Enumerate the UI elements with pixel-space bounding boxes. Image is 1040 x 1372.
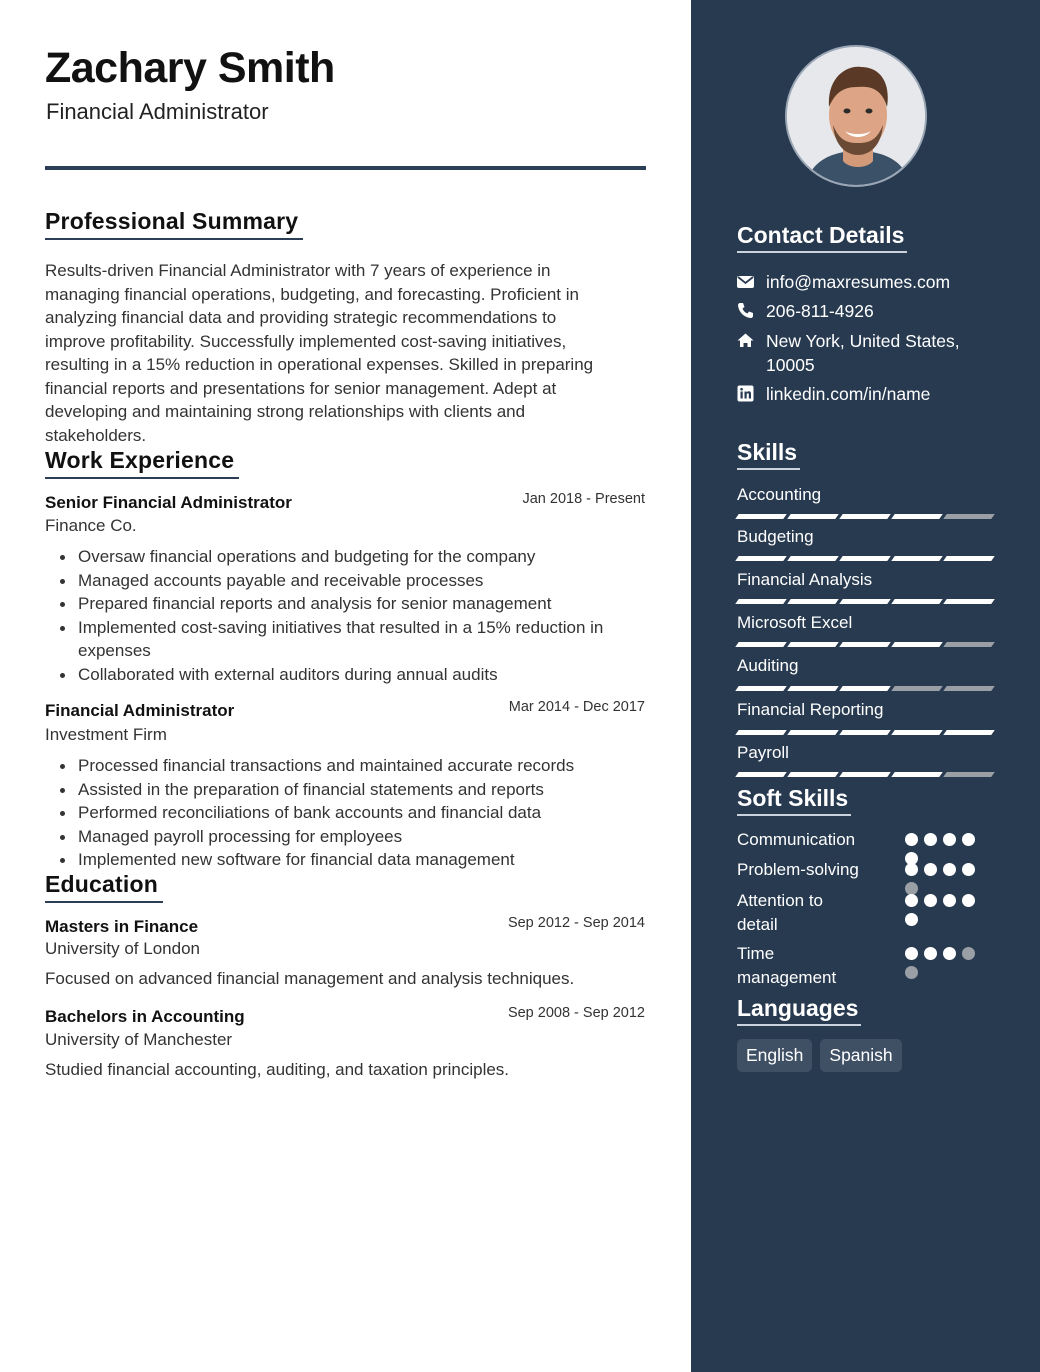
skills-heading: Skills — [737, 439, 800, 470]
skill-level-segment — [839, 642, 891, 647]
skill-level-segment — [943, 599, 995, 604]
address-line-2: 10005 — [766, 355, 815, 375]
skill-name: Financial Analysis — [737, 570, 873, 589]
summary-line: stakeholders. — [45, 425, 147, 445]
skill-level-segment — [943, 730, 995, 735]
list-item: Assisted in the preparation of financial statements and reports — [78, 778, 648, 802]
rating-dot — [924, 863, 937, 876]
rating-dot — [905, 966, 918, 979]
rating-dot — [962, 894, 975, 907]
degree-school: University of Manchester — [45, 1030, 233, 1049]
contact-heading: Contact Details — [737, 222, 907, 253]
soft-skill-rating — [905, 833, 985, 865]
skill-level-segment — [891, 642, 943, 647]
job-company: Investment Firm — [45, 725, 167, 744]
rating-dot — [943, 863, 956, 876]
skill-level-segment — [943, 514, 995, 519]
education-heading: Education — [45, 871, 163, 903]
skill-level-segment — [839, 686, 891, 691]
summary-line: Results-driven Financial Administrator with 7 years of experience in — [45, 261, 551, 280]
rating-dot — [905, 913, 918, 926]
list-item: Managed accounts payable and receivable processes — [78, 569, 648, 593]
rating-dot — [905, 894, 918, 907]
list-item: Implemented cost-saving initiatives that resulted in a 15% reduction in expenses — [78, 616, 648, 663]
skill-level-segment — [787, 642, 839, 647]
contact-phone-text: 206-811-4926 — [766, 301, 874, 321]
linkedin-icon — [737, 385, 754, 402]
rating-dot — [962, 947, 975, 960]
contact-email[interactable] — [737, 270, 950, 294]
degree-description: Focused on advanced financial management and analysis techniques. — [45, 969, 575, 988]
skill-name: Auditing — [737, 656, 799, 675]
candidate-name: Zachary Smith — [45, 44, 335, 92]
candidate-title: Financial Administrator — [46, 99, 269, 124]
soft-skills-heading: Soft Skills — [737, 785, 851, 816]
skill-name: Budgeting — [737, 527, 814, 546]
job-dates: Jan 2018 - Present — [522, 491, 645, 507]
job-bullets — [78, 545, 648, 686]
job-company: Finance Co. — [45, 516, 137, 535]
skill-level-segment — [735, 686, 787, 691]
contact-phone[interactable] — [737, 299, 874, 323]
contact-email-text: info@maxresumes.com — [766, 272, 951, 292]
skill-level-segment — [839, 514, 891, 519]
soft-skill-name: Time management — [737, 944, 837, 987]
skill-level-segment — [839, 730, 891, 735]
rating-dot — [905, 947, 918, 960]
soft-skill-name: Communication — [737, 830, 856, 849]
skill-level-segment — [735, 556, 787, 561]
list-item: Oversaw financial operations and budgeting for the company — [78, 545, 648, 569]
skill-level-segment — [735, 772, 787, 777]
skill-level-bar — [737, 556, 993, 561]
degree-description: Studied financial accounting, auditing, and taxation principles. — [45, 1060, 510, 1079]
rating-dot — [905, 863, 918, 876]
list-item: Performed reconciliations of bank accounts and financial data — [78, 801, 648, 825]
skill-level-segment — [735, 642, 787, 647]
header-divider — [45, 166, 646, 170]
list-item: Processed financial transactions and maintained accurate records — [78, 754, 648, 778]
list-item: Collaborated with external auditors during annual audits — [78, 663, 648, 687]
degree-title: Masters in Finance — [45, 917, 199, 936]
rating-dot — [962, 863, 975, 876]
home-icon — [737, 332, 754, 349]
rating-dot — [924, 894, 937, 907]
summary-line: managing financial operations, budgeting, and forecasting. Proficient in — [45, 284, 579, 304]
skill-level-segment — [943, 556, 995, 561]
soft-skill-name: Problem-solving — [737, 860, 859, 879]
summary-line: improve profitability. Successfully implemented cost-saving initiatives, — [45, 331, 567, 351]
profile-photo — [785, 45, 927, 187]
skill-level-segment — [735, 599, 787, 604]
skill-level-segment — [943, 772, 995, 777]
skill-level-bar — [737, 686, 993, 691]
skill-level-segment — [943, 686, 995, 691]
skill-level-segment — [787, 686, 839, 691]
soft-skill-name: Attention to detail — [737, 891, 824, 934]
summary-line: analyzing financial data and providing strategic recommendations to — [45, 308, 557, 327]
address-line-1: New York, United States, — [766, 331, 960, 351]
skill-level-segment — [787, 514, 839, 519]
degree-dates: Sep 2012 - Sep 2014 — [507, 915, 645, 931]
degree-title: Bachelors in Accounting — [45, 1007, 245, 1026]
skill-level-bar — [737, 642, 993, 647]
rating-dot — [905, 833, 918, 846]
languages-heading: Languages — [737, 995, 861, 1026]
skill-level-segment — [839, 599, 891, 604]
contact-address — [737, 329, 960, 377]
skill-level-bar — [737, 599, 993, 604]
list-item: Implemented new software for financial data management — [78, 848, 648, 872]
job-title: Senior Financial Administrator — [45, 493, 292, 512]
phone-icon — [737, 302, 754, 319]
list-item: Managed payroll processing for employees — [78, 825, 648, 849]
skill-level-segment — [839, 772, 891, 777]
skill-level-segment — [891, 556, 943, 561]
skill-level-bar — [737, 772, 993, 777]
language-tag: English — [737, 1039, 812, 1072]
job-bullets — [78, 754, 648, 872]
degree-dates: Sep 2008 - Sep 2012 — [507, 1005, 645, 1021]
soft-skill-rating — [905, 894, 985, 926]
summary-line: resulting in a 15% reduction in operational expenses. Skilled in preparing — [45, 355, 594, 374]
skill-level-segment — [787, 556, 839, 561]
rating-dot — [943, 833, 956, 846]
skill-level-segment — [787, 599, 839, 604]
skill-level-segment — [891, 772, 943, 777]
skill-name: Microsoft Excel — [737, 613, 853, 632]
summary-text — [45, 259, 645, 447]
list-item: Prepared financial reports and analysis for senior management — [78, 592, 648, 616]
rating-dot — [962, 833, 975, 846]
skill-level-segment — [839, 556, 891, 561]
skill-level-segment — [891, 730, 943, 735]
rating-dot — [924, 947, 937, 960]
summary-heading: Professional Summary — [45, 208, 303, 240]
summary-line: developing and maintaining strong relationships with clients and — [45, 402, 526, 421]
contact-linkedin[interactable] — [737, 382, 930, 406]
profile-photo-image — [787, 47, 927, 187]
rating-dot — [924, 833, 937, 846]
skill-level-segment — [787, 730, 839, 735]
soft-skill-rating — [905, 947, 985, 979]
rating-dot — [943, 894, 956, 907]
skill-level-segment — [943, 642, 995, 647]
skill-level-bar — [737, 514, 993, 519]
skill-level-segment — [735, 730, 787, 735]
skill-name: Financial Reporting — [737, 700, 884, 719]
contact-address-text — [766, 329, 960, 377]
skill-name: Accounting — [737, 485, 822, 504]
skill-level-segment — [891, 599, 943, 604]
job-title: Financial Administrator — [45, 701, 235, 720]
envelope-icon — [737, 273, 754, 290]
language-tag: Spanish — [820, 1039, 901, 1072]
skill-level-segment — [787, 772, 839, 777]
skill-level-segment — [735, 514, 787, 519]
experience-heading: Work Experience — [45, 447, 239, 479]
skill-level-segment — [891, 514, 943, 519]
summary-line: financial reports and presentations for senior management. Adept at — [45, 378, 557, 398]
skill-level-bar — [737, 730, 993, 735]
job-dates: Mar 2014 - Dec 2017 — [508, 699, 645, 715]
skill-name: Payroll — [737, 743, 789, 762]
contact-linkedin-text: linkedin.com/in/name — [766, 384, 931, 404]
skill-level-segment — [891, 686, 943, 691]
languages-list — [737, 1039, 902, 1072]
soft-skill-rating — [905, 863, 985, 895]
rating-dot — [943, 947, 956, 960]
degree-school: University of London — [45, 939, 200, 958]
